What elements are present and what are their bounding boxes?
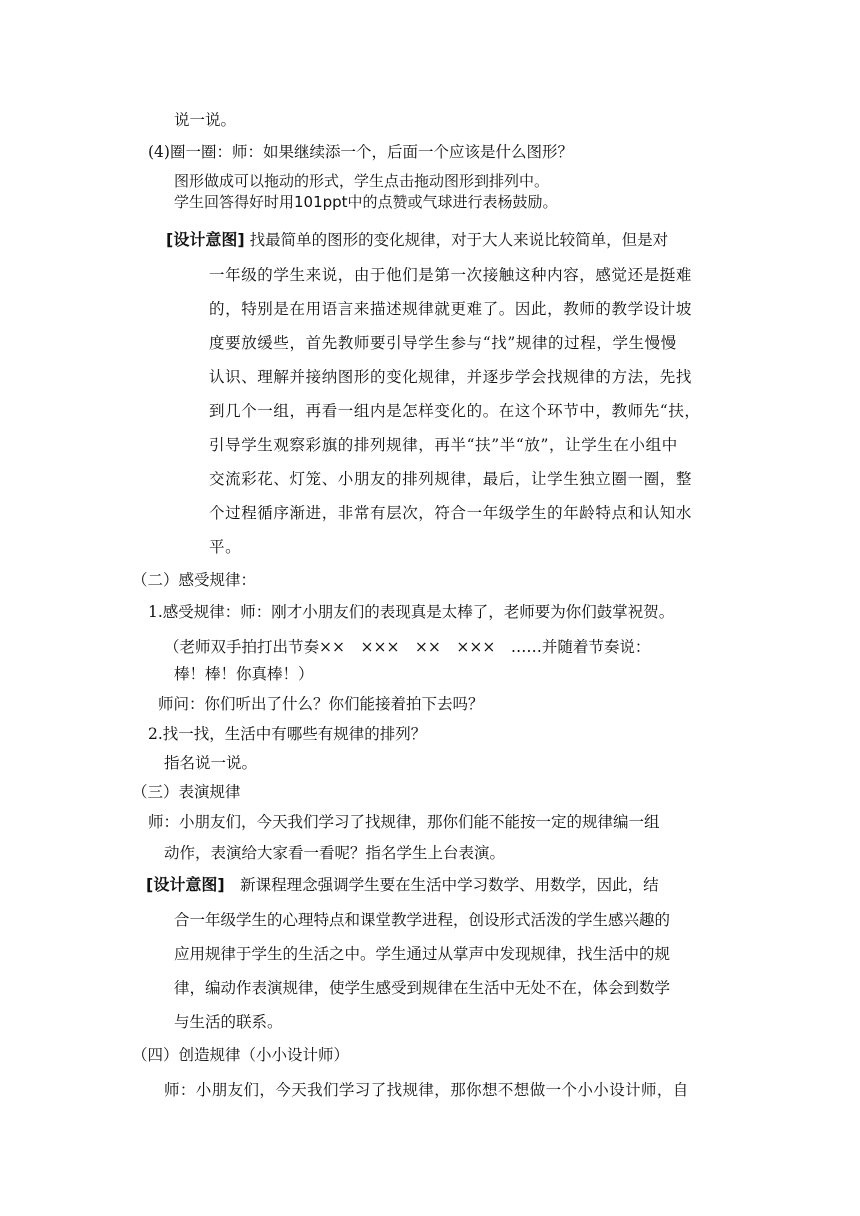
text-line: （老师双手拍打出节奏×× ××× ×× ××× ……并随着节奏说：: [164, 638, 651, 656]
text-line: 说一说。: [174, 111, 237, 129]
text-line: 动作，表演给大家看一看呢？指名学生上台表演。: [164, 844, 506, 862]
text-line: 图形做成可以拖动的形式，学生点击拖动图形到排列中。: [174, 172, 550, 190]
text-line: 平。: [209, 538, 242, 556]
text-line: 个过程循序渐进，非常有层次，符合一年级学生的年龄特点和认知水: [209, 504, 693, 522]
design-intent-label: [设计意图]: [146, 875, 225, 894]
text-line: 度要放缓些，首先教师要引导学生参与“找”规律的过程，学生慢慢: [209, 334, 677, 352]
design-intent-paragraph-2: [146, 875, 659, 895]
text-line: 认识、理解并接纳图形的变化规律，并逐步学会找规律的方法，先找: [209, 368, 693, 386]
text-line: 的，特别是在用语言来描述规律就更难了。因此，教师的教学设计坡: [209, 300, 693, 318]
design-intent-label: [设计意图]: [166, 230, 245, 249]
text-line: 师：小朋友们，今天我们学习了找规律，那你们能不能按一定的规律编一组: [148, 813, 660, 831]
text-line: 律，编动作表演规律，使学生感受到规律在生活中无处不在，体会到数学: [174, 979, 671, 997]
text-line: 学生回答得好时用101ppt中的点赞或气球进行表杨鼓励。: [174, 193, 558, 211]
text-line: 与生活的联系。: [174, 1013, 283, 1031]
text-line: 引导学生观察彩旗的排列规律，再半“扶”半“放”，让学生在小组中: [209, 436, 678, 454]
text-line: 交流彩花、灯笼、小朋友的排列规律，最后，让学生独立圈一圈，整: [209, 470, 693, 488]
text-line: 1.感受规律：师：刚才小朋友们的表现真是太棒了，老师要为你们鼓掌祝贺。: [148, 603, 675, 621]
text-line: 应用规律于学生的生活之中。学生通过从掌声中发现规律，找生活中的规: [174, 945, 671, 963]
text-line: 2.找一找，生活中有哪些有规律的排列？: [148, 725, 427, 743]
section-heading: （三）表演规律: [132, 783, 241, 801]
section-heading: （二）感受规律：: [132, 571, 257, 589]
text-line: 到几个一组，再看一组内是怎样变化的。在这个环节中，教师先“扶，: [209, 402, 701, 420]
text-line: (4)圈一圈：师：如果继续添一个，后面一个应该是什么图形？: [148, 143, 573, 161]
text-line: 师问：你们听出了什么？你们能接着拍下去吗？: [158, 695, 484, 713]
text-line: 合一年级学生的心理特点和课堂教学进程，创设形式活泼的学生感兴趣的: [174, 911, 671, 929]
text-line: 指名说一说。: [164, 754, 258, 772]
text-line: 师：小朋友们，今天我们学习了找规律，那你想不想做一个小小设计师，自: [164, 1081, 689, 1099]
design-intent-paragraph-1: [166, 230, 668, 250]
text-line: 棒！棒！你真棒！）: [174, 665, 314, 683]
section-heading: （四）创造规律（小小设计师）: [132, 1046, 350, 1064]
text-line: 找最简单的图形的变化规律，对于大人来说比较简单，但是对: [244, 231, 669, 249]
text-line: 新课程理念强调学生要在生活中学习数学、用数学，因此，结: [224, 876, 659, 894]
text-line: 一年级的学生来说，由于他们是第一次接触这种内容，感觉还是挺难: [209, 266, 693, 284]
